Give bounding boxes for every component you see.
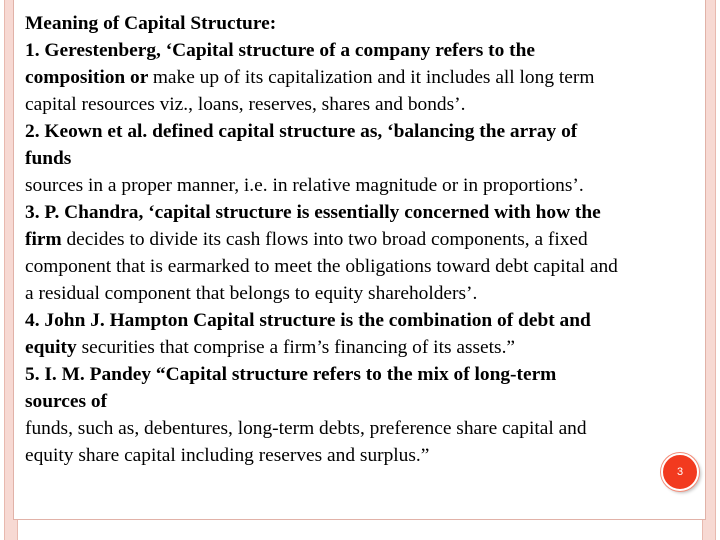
text-line: capital resources viz., loans, reserves, shares and bonds’. (25, 94, 466, 115)
text-line: equity securities that comprise a firm’s financing of its assets.” (25, 337, 516, 358)
text-line: 5. I. M. Pandey “Capital structure refers to the mix of long-term (25, 364, 557, 385)
page-number-badge (661, 453, 699, 491)
page-number: 3 (676, 466, 684, 478)
text-line: sources of (25, 391, 108, 412)
text-line: 1. Gerestenberg, ‘Capital structure of a company refers to the (25, 40, 535, 61)
text-line: funds, such as, debentures, long-term debts, preference share capital and (25, 418, 587, 439)
text-line: composition or make up of its capitalization and it includes all long term (25, 67, 595, 88)
text-line: equity share capital including reserves and surplus.” (25, 445, 430, 466)
text-line: sources in a proper manner, i.e. in relative magnitude or in proportions’. (25, 175, 584, 196)
text-line: firm decides to divide its cash flows into two broad components, a fixed (25, 229, 588, 250)
text-line: 2. Keown et al. defined capital structure as, ‘balancing the array of (25, 121, 578, 142)
text-line: 3. P. Chandra, ‘capital structure is essentially concerned with how the (25, 202, 601, 223)
slide-body (25, 10, 700, 469)
text-line: funds (25, 148, 72, 169)
text-line: 4. John J. Hampton Capital structure is the combination of debt and (25, 310, 591, 331)
text-line: component that is earmarked to meet the obligations toward debt capital and (25, 256, 618, 277)
text-line: a residual component that belongs to equity shareholders’. (25, 283, 478, 304)
heading-text: Meaning of Capital Structure: (25, 13, 277, 34)
text-line (25, 10, 700, 37)
